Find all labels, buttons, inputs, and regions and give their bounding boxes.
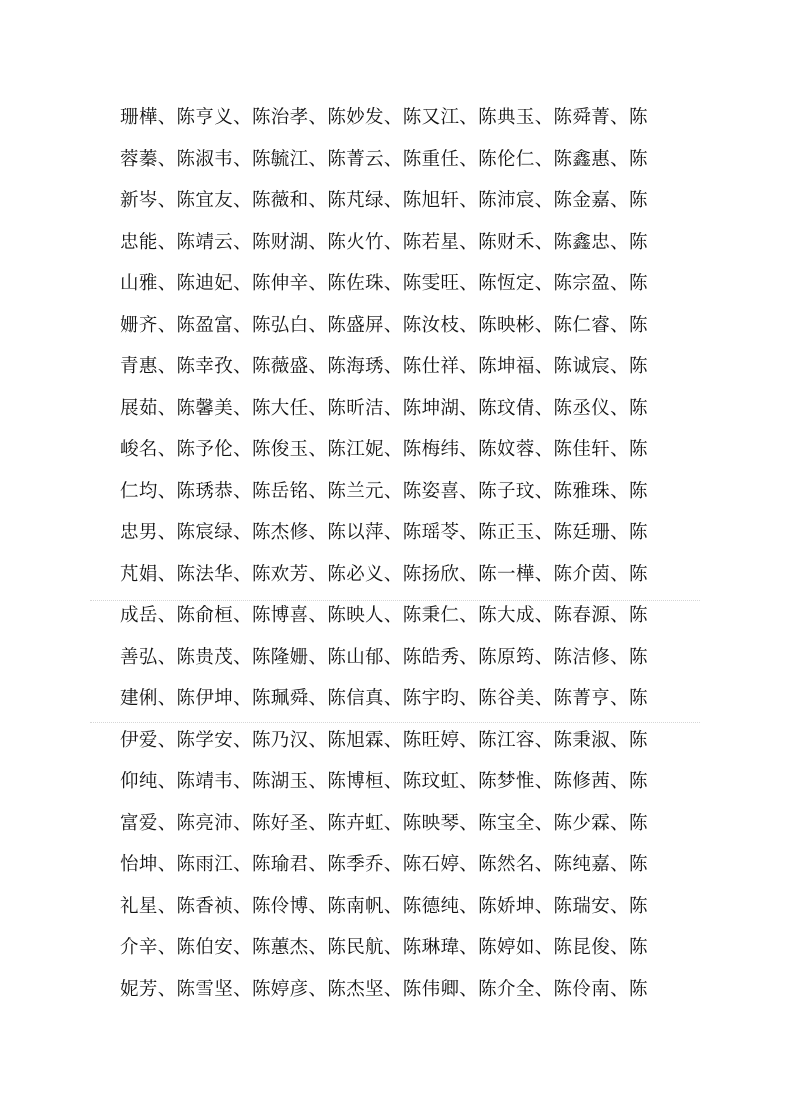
text-line: 仁均、陈琇恭、陈岳铭、陈兰元、陈姿喜、陈子玟、陈雅珠、陈 bbox=[120, 480, 648, 502]
text-line: 善弘、陈贵茂、陈隆姗、陈山郁、陈皓秀、陈原筠、陈洁修、陈 bbox=[120, 646, 648, 668]
text-line: 姗齐、陈盈富、陈弘白、陈盛屏、陈汝枝、陈映彬、陈仁睿、陈 bbox=[120, 314, 648, 336]
text-line: 伊爱、陈学安、陈乃汉、陈旭霖、陈旺婷、陈江容、陈秉淑、陈 bbox=[120, 729, 648, 751]
text-line: 仰纯、陈靖韦、陈湖玉、陈博桓、陈玟虹、陈梦惟、陈修茜、陈 bbox=[120, 771, 648, 792]
text-line: 展茹、陈馨美、陈大任、陈昕洁、陈坤湖、陈玟倩、陈丞仪、陈 bbox=[120, 397, 648, 419]
text-line: 成岳、陈俞桓、陈博喜、陈映人、陈秉仁、陈大成、陈春源、陈 bbox=[120, 605, 648, 626]
text-line: 建俐、陈伊坤、陈珮舜、陈信真、陈宇昀、陈谷美、陈菁亨、陈 bbox=[120, 688, 648, 709]
text-line: 忠男、陈宸绿、陈杰修、陈以萍、陈瑶苓、陈正玉、陈廷珊、陈 bbox=[120, 522, 648, 543]
text-line: 青惠、陈幸孜、陈薇盛、陈海琇、陈仕祥、陈坤福、陈诚宸、陈 bbox=[120, 356, 648, 377]
text-line: 富爱、陈亮沛、陈好圣、陈卉虹、陈映琴、陈宝全、陈少霖、陈 bbox=[120, 812, 648, 834]
text-line: 峻名、陈予伦、陈俊玉、陈江妮、陈梅纬、陈妏蓉、陈佳轩、陈 bbox=[120, 439, 648, 460]
text-line: 珊樺、陈亨义、陈治孝、陈妙发、陈又江、陈典玉、陈舜菁、陈 bbox=[120, 107, 648, 128]
text-line: 怡坤、陈雨江、陈瑜君、陈季乔、陈石婷、陈然名、陈纯嘉、陈 bbox=[120, 854, 648, 875]
text-line: 礼星、陈香祯、陈伶博、陈南帆、陈德纯、陈娇坤、陈瑞安、陈 bbox=[120, 895, 648, 917]
name-list-body bbox=[120, 97, 680, 1010]
text-line: 忠能、陈靖云、陈财湖、陈火竹、陈若星、陈财禾、陈鑫忠、陈 bbox=[120, 231, 648, 253]
text-line: 芃娟、陈法华、陈欢芳、陈必义、陈扬欣、陈一樺、陈介茵、陈 bbox=[120, 563, 648, 585]
text-line: 介辛、陈伯安、陈蕙杰、陈民航、陈琳瑋、陈婷如、陈昆俊、陈 bbox=[120, 937, 648, 958]
text-line: 新岑、陈宜友、陈薇和、陈芃绿、陈旭轩、陈沛宸、陈金嘉、陈 bbox=[120, 190, 648, 211]
text-line: 蓉蓁、陈淑韦、陈毓江、陈菁云、陈重任、陈伦仁、陈鑫惠、陈 bbox=[120, 148, 648, 170]
text-line: 妮芳、陈雪坚、陈婷彦、陈杰坚、陈伟卿、陈介全、陈伶南、陈 bbox=[120, 978, 648, 1000]
text-line: 山雅、陈迪妃、陈伸辛、陈佐珠、陈雯旺、陈恆定、陈宗盈、陈 bbox=[120, 273, 648, 294]
